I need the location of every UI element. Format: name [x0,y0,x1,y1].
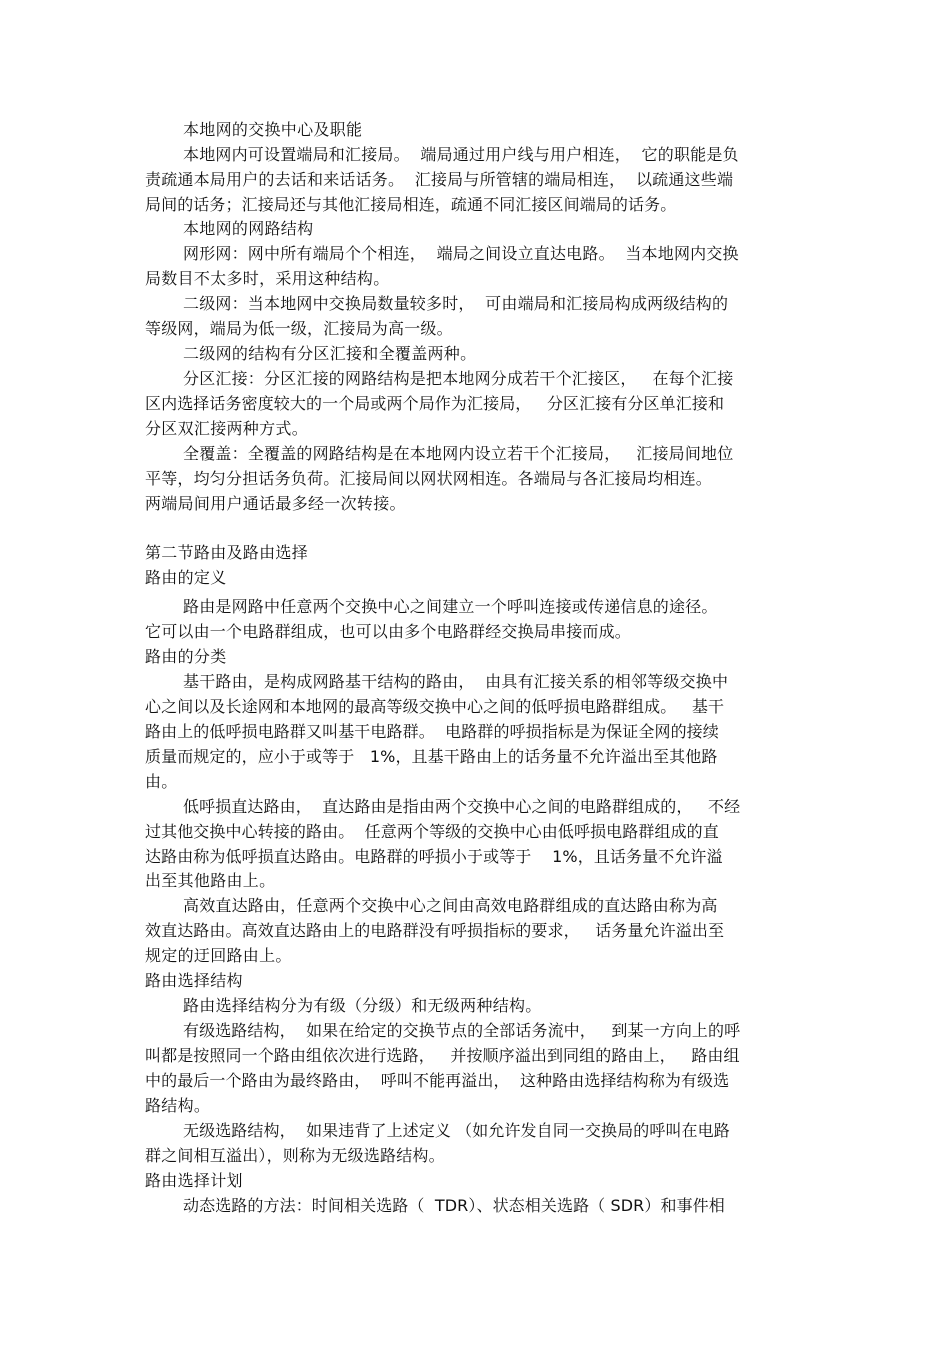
text-line: 叫都是按照同一个路由组依次进行选路， 并按顺序溢出到同组的路由上， 路由组 [145,1046,740,1065]
text-line: 平等，均匀分担话务负荷。汇接局间以网状网相连。各端局与各汇接局均相连。 [145,469,713,488]
text-line: 基干路由，是构成网路基干结构的路由， 由具有汇接关系的相邻等级交换中 [183,672,729,691]
text-line: 路结构。 [145,1096,211,1115]
text-line: 效直达路由。高效直达路由上的电路群没有呼损指标的要求， 话务量允许溢出至 [145,921,725,940]
text-line: 等级网，端局为低一级，汇接局为高一级。 [145,319,453,338]
text-line: 由。 [145,772,178,791]
text-line: 高效直达路由，任意两个交换中心之间由高效电路群组成的直达路由称为高 [183,896,718,915]
text-line: 路由选择计划 [145,1171,243,1190]
text-line: 分区双汇接两种方式。 [145,419,309,438]
text-line: 二级网：当本地网中交换局数量较多时， 可由端局和汇接局构成两级结构的 [183,294,729,313]
text-line: 责疏通本局用户的去话和来话话务。 汇接局与所管辖的端局相连， 以疏通这些端 [145,170,734,189]
text-line: 达路由称为低呼损直达路由。电路群的呼损小于或等于 1%，且话务量不允许溢 [145,847,723,866]
text-line: 本地网内可设置端局和汇接局。 端局通过用户线与用户相连， 它的职能是负 [183,145,739,164]
text-line: 质量而规定的，应小于或等于 1%，且基干路由上的话务量不允许溢出至其他路 [145,747,718,766]
text-line: 局数目不太多时，采用这种结构。 [145,269,390,288]
text-line: 区内选择话务密度较大的一个局或两个局作为汇接局， 分区汇接有分区单汇接和 [145,394,725,413]
text-line: 两端局间用户通话最多经一次转接。 [145,494,406,513]
text-line: 低呼损直达路由， 直达路由是指由两个交换中心之间的电路群组成的， 不经 [183,797,741,816]
text-line: 二级网的结构有分区汇接和全覆盖两种。 [183,344,477,363]
text-line: 路由选择结构分为有级（分级）和无级两种结构。 [183,996,542,1015]
text-line: 有级选路结构， 如果在给定的交换节点的全部话务流中， 到某一方向上的呼 [183,1021,741,1040]
text-line: 路由是网路中任意两个交换中心之间建立一个呼叫连接或传递信息的途径。 [183,597,718,616]
text-line: 出至其他路由上。 [145,871,276,890]
text-line: 过其他交换中心转接的路由。 任意两个等级的交换中心由低呼损电路群组成的直 [145,822,719,841]
text-line: 第二节路由及路由选择 [145,543,309,562]
text-line: 路由选择结构 [145,971,243,990]
text-line: 心之间以及长途网和本地网的最高等级交换中心之间的低呼损电路群组成。 基干 [145,697,725,716]
text-line: 动态选路的方法：时间相关选路（ TDR）、状态相关选路（ SDR）和事件相 [183,1196,725,1215]
text-line: 分区汇接：分区汇接的网路结构是把本地网分成若干个汇接区， 在每个汇接 [183,369,734,388]
text-line: 全覆盖：全覆盖的网路结构是在本地网内设立若干个汇接局， 汇接局间地位 [183,444,734,463]
text-line: 本地网的网路结构 [183,219,314,238]
text-line: 本地网的交换中心及职能 [183,120,363,139]
text-line: 群之间相互溢出），则称为无级选路结构。 [145,1146,445,1165]
text-line: 局间的话务；汇接局还与其他汇接局相连，疏通不同汇接区间端局的话务。 [145,195,677,214]
text-line: 路由上的低呼损电路群又叫基干电路群。 电路群的呼损指标是为保证全网的接续 [145,722,719,741]
text-line: 路由的定义 [145,568,227,587]
text-line: 无级选路结构， 如果违背了上述定义 （如允许发自同一交换局的呼叫在电路 [183,1121,730,1140]
text-line: 网形网：网中所有端局个个相连， 端局之间设立直达电路。 当本地网内交换 [183,244,739,263]
text-line: 路由的分类 [145,647,227,666]
text-line: 规定的迂回路由上。 [145,946,292,965]
text-line: 它可以由一个电路群组成，也可以由多个电路群经交换局串接而成。 [145,622,632,641]
text-line: 中的最后一个路由为最终路由， 呼叫不能再溢出， 这种路由选择结构称为有级选 [145,1071,730,1090]
